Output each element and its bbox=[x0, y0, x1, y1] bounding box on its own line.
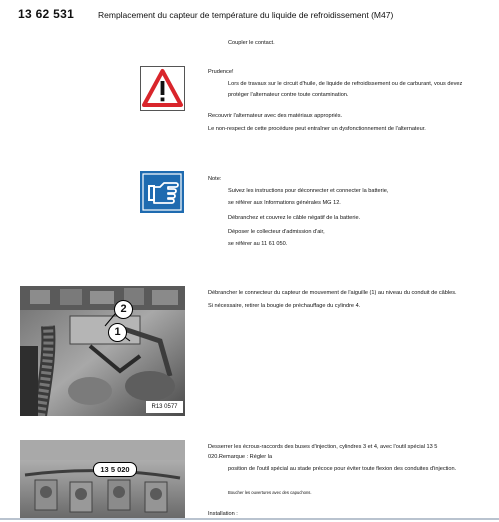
figure2-text-4: Boucher les ouvertures avec des capuchons. bbox=[228, 490, 312, 495]
note-heading: Note: bbox=[208, 176, 222, 182]
step-cut-contact: Coupler le contact. bbox=[228, 40, 275, 46]
image-reference: R13 0577 bbox=[146, 401, 183, 413]
note-line-3: Débranchez et couvrez le câble négatif de la batterie. bbox=[228, 215, 361, 221]
bottom-divider bbox=[0, 518, 499, 520]
figure2-text-2: 020.Remarque : Régler la bbox=[208, 454, 273, 460]
note-line-4: Déposer le collecteur d'admission d'air, bbox=[228, 229, 325, 235]
document-number: 13 62 531 bbox=[18, 7, 75, 21]
figure1-text-2: Si nécessaire, retirer la bougie de préchauffage du cylindre 4. bbox=[208, 303, 361, 309]
callout-1: 1 bbox=[108, 323, 127, 342]
callout-2: 2 bbox=[114, 300, 133, 319]
tool-label: 13 5 020 bbox=[93, 462, 137, 477]
warning-triangle-icon bbox=[140, 66, 185, 111]
engine-photo-connector bbox=[20, 286, 185, 416]
caution-line-1: Lors de travaux sur le circuit d'huile, de liquide de refroidissement ou de carburant, vous devez bbox=[228, 81, 463, 87]
engine-photo-injectors bbox=[20, 440, 185, 518]
caution-line-3: Recouvrir l'alternateur avec des matériaux appropriés. bbox=[208, 113, 343, 119]
note-line-5: se référer au 11 61 050. bbox=[228, 241, 288, 247]
caution-line-4: Le non-respect de cette procédure peut entraîner un dysfonctionnement de l'alternateur. bbox=[208, 126, 426, 132]
note-line-1: Suivez les instructions pour déconnecter et connecter la batterie, bbox=[228, 188, 389, 194]
pointing-hand-icon bbox=[140, 171, 184, 213]
note-line-2: se référer aux Informations générales MG 12. bbox=[228, 200, 341, 206]
figure2-text-3: position de l'outil spécial au stade précoce pour éviter toute flexion des conduites d'injection. bbox=[228, 466, 457, 472]
figure2-text-1: Desserrer les écrous-raccords des buses d'injection, cylindres 3 et 4, avec l'outil spécial 13 5 bbox=[208, 444, 438, 450]
document-title: Remplacement du capteur de température du liquide de refroidissement (M47) bbox=[98, 10, 394, 20]
caution-line-2: protéger l'alternateur contre toute contamination. bbox=[228, 92, 349, 98]
figure1-text-1: Débrancher le connecteur du capteur de mouvement de l'aiguille (1) au niveau du conduit de câbles. bbox=[208, 290, 457, 296]
caution-heading: Prudence! bbox=[208, 69, 234, 75]
figure2-text-5: Installation : bbox=[208, 511, 238, 517]
